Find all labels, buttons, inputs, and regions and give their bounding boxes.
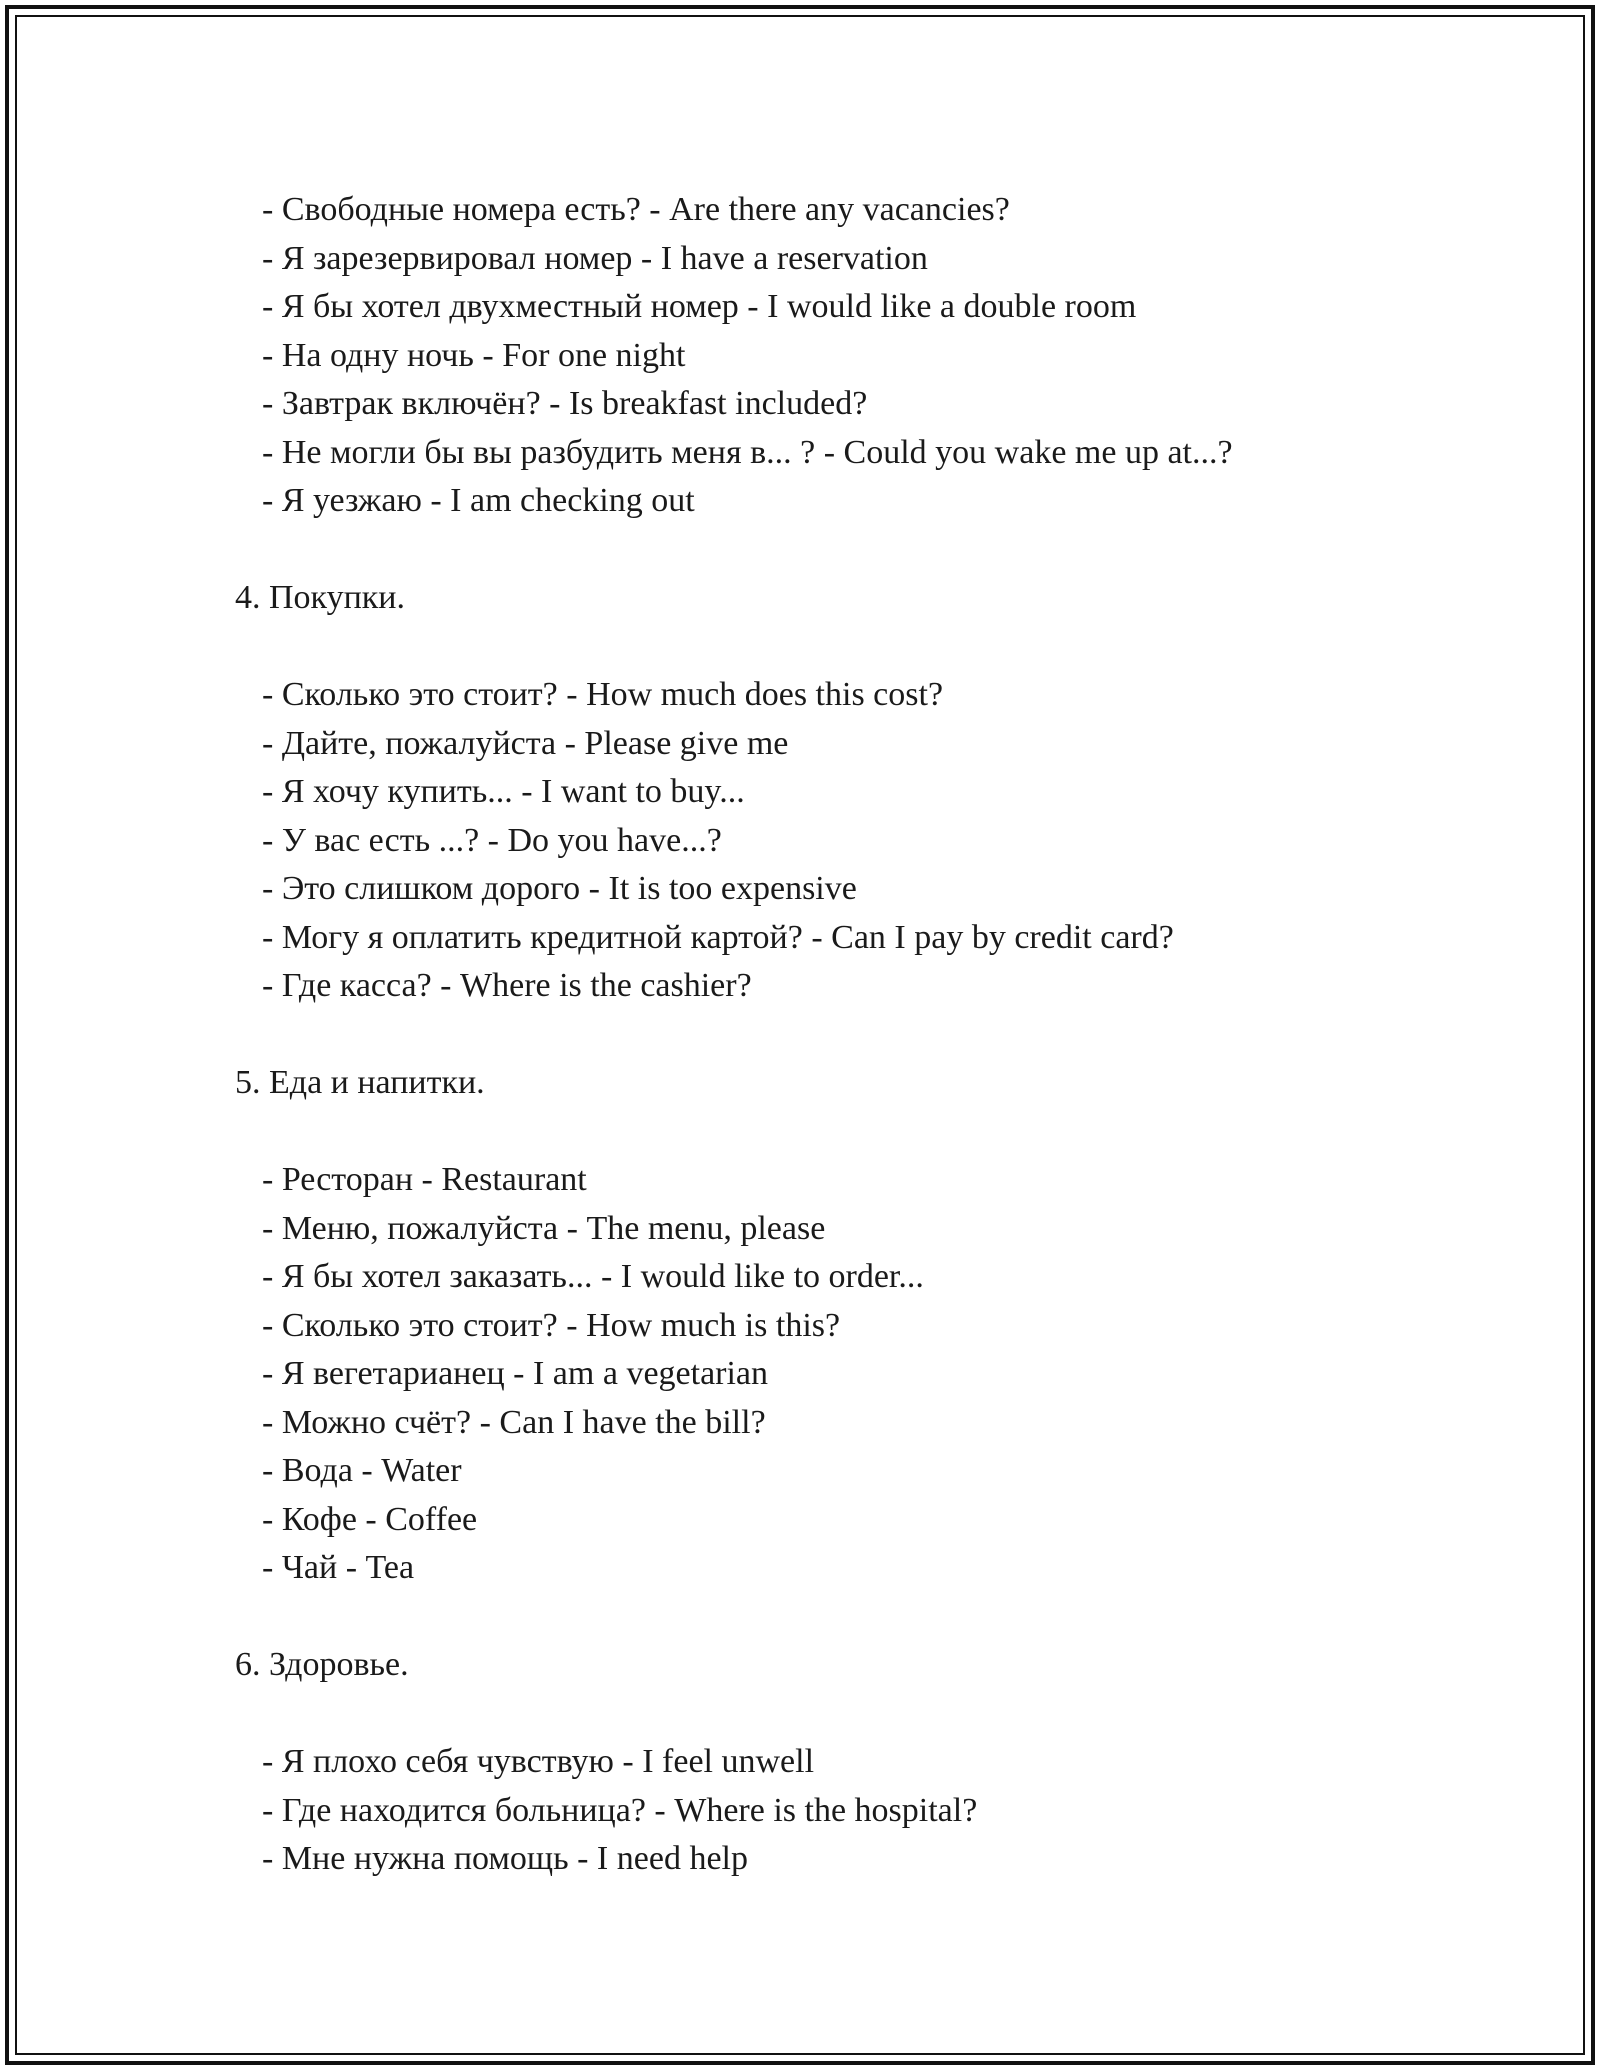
phrase-item: - Можно счёт? - Can I have the bill? bbox=[262, 1403, 766, 1441]
section-heading: 4. Покупки. bbox=[235, 579, 405, 616]
spacer bbox=[0, 1690, 1600, 1739]
phrase-item: - Я зарезервировал номер - I have a reservation bbox=[262, 239, 928, 277]
phrase-item: - Это слишком дорого - It is too expensive bbox=[262, 870, 857, 907]
phrase-item: - Вода - Water bbox=[262, 1452, 462, 1489]
phrase-item: - У вас есть ...? - Do you have...? bbox=[262, 821, 722, 859]
phrase-item: - На одну ночь - For one night bbox=[262, 336, 686, 374]
phrase-item: - Мне нужна помощь - I need help bbox=[262, 1840, 748, 1877]
phrase-item: - Свободные номера есть? - Are there any vacancies? bbox=[262, 191, 1010, 228]
phrase-item: - Ресторан - Restaurant bbox=[262, 1161, 587, 1198]
section-shopping bbox=[0, 574, 1600, 1011]
phrase-item: - Я хочу купить... - I want to buy... bbox=[262, 773, 745, 810]
phrase-item: - Не могли бы вы разбудить меня в... ? - Could you wake me up at...? bbox=[262, 433, 1233, 471]
phrase-item: - Чай - Tea bbox=[262, 1549, 415, 1586]
spacer bbox=[0, 526, 1600, 575]
phrase-item: - Меню, пожалуйста - The menu, please bbox=[262, 1209, 826, 1247]
spacer bbox=[0, 1593, 1600, 1642]
phrase-item: - Сколько это стоит? - How much is this? bbox=[262, 1306, 841, 1344]
section-hotel bbox=[0, 186, 1600, 526]
phrase-item: - Я вегетарианец - I am a vegetarian bbox=[262, 1355, 769, 1392]
phrasebook-content bbox=[0, 186, 1600, 1884]
phrase-item: - Кофе - Coffee bbox=[262, 1500, 478, 1538]
spacer bbox=[0, 623, 1600, 672]
spacer bbox=[0, 1011, 1600, 1060]
phrase-item: - Я уезжаю - I am checking out bbox=[262, 482, 695, 519]
section-heading: 6. Здоровье. bbox=[235, 1646, 409, 1683]
phrase-item: - Дайте, пожалуйста - Please give me bbox=[262, 724, 789, 762]
section-health bbox=[0, 1641, 1600, 1884]
phrase-item: - Где касса? - Where is the cashier? bbox=[262, 967, 752, 1004]
phrase-item: - Сколько это стоит? - How much does this cost? bbox=[262, 676, 944, 713]
phrase-item: - Я бы хотел двухместный номер - I would like a double room bbox=[262, 288, 1137, 325]
phrase-item: - Где находится больница? - Where is the hospital? bbox=[262, 1791, 978, 1829]
phrase-item: - Я бы хотел заказать... - I would like to order... bbox=[262, 1258, 924, 1295]
phrase-item: - Завтрак включён? - Is breakfast included? bbox=[262, 385, 868, 422]
phrase-item: - Я плохо себя чувствую - I feel unwell bbox=[262, 1743, 815, 1780]
section-heading: 5. Еда и напитки. bbox=[235, 1064, 485, 1101]
spacer bbox=[0, 1108, 1600, 1157]
phrase-item: - Могу я оплатить кредитной картой? - Can I pay by credit card? bbox=[262, 918, 1174, 956]
section-food-drinks bbox=[0, 1059, 1600, 1593]
